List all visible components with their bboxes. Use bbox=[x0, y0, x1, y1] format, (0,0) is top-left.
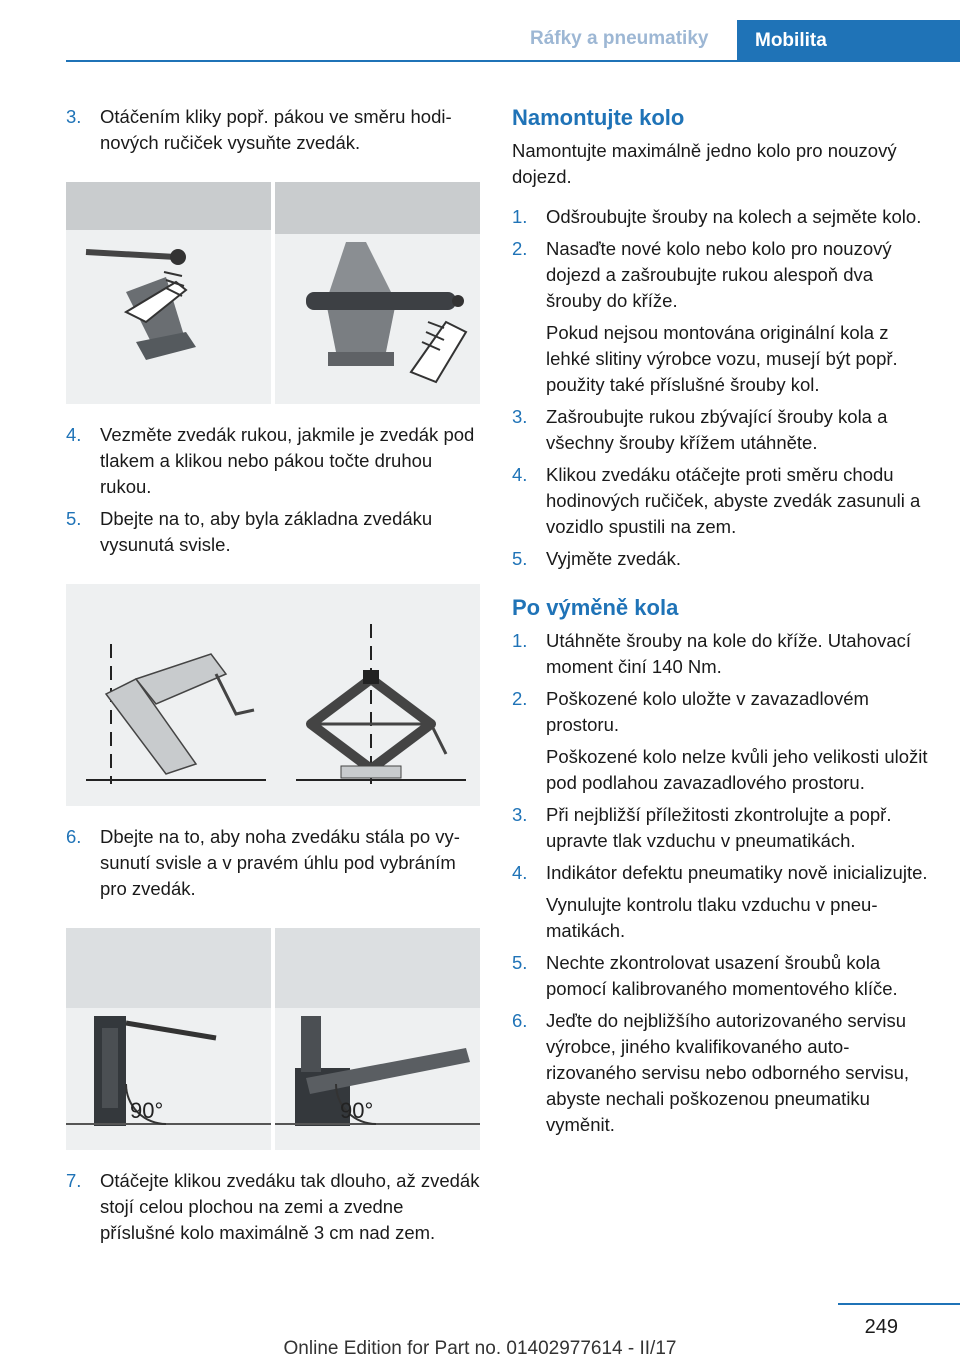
mount-step-3 bbox=[512, 404, 928, 456]
step-number: 5. bbox=[512, 952, 528, 973]
step-text: Utáhněte šrouby na kole do kříže. Utahovací moment činí 140 Nm. bbox=[546, 630, 912, 677]
after-change-heading: Po výměně kola bbox=[512, 595, 679, 620]
mount-wheel-heading: Namontujte kolo bbox=[512, 105, 685, 130]
step-number: 4. bbox=[66, 424, 82, 445]
header-rule bbox=[66, 60, 960, 62]
header-chapter-tab: Mobilita bbox=[737, 20, 960, 62]
jack-right-angle-illustration bbox=[66, 928, 480, 1150]
mount-step-2 bbox=[512, 236, 928, 314]
step-number: 3. bbox=[512, 406, 528, 427]
step-text: Zašroubujte rukou zbývající šrouby kola a všechny šrouby křížem utáhněte. bbox=[546, 406, 888, 453]
figure-jack-right-angle bbox=[66, 928, 480, 1150]
step-number: 5. bbox=[66, 508, 82, 529]
step-text: Nasaďte nové kolo nebo kolo pro nouzový dojezd a zašroubujte rukou alespoň dva šrouby do kříže. bbox=[546, 238, 892, 311]
page-header bbox=[0, 0, 960, 62]
jack-vertical-illustration bbox=[66, 584, 480, 806]
step-number: 3. bbox=[66, 106, 82, 127]
step-number: 3. bbox=[512, 804, 528, 825]
step-text: Vezměte zvedák rukou, jakmile je zvedák pod tlakem a klikou nebo pákou točte druhou rukou. bbox=[100, 424, 475, 497]
mount-step-2-note: Pokud nejsou montována originální kola z lehké slitiny výrobce vozu, musejí být popř. použity také příslušné šrouby kol. bbox=[546, 322, 898, 395]
step-number: 2. bbox=[512, 688, 528, 709]
angle-label-right: 90° bbox=[340, 1098, 374, 1123]
mount-wheel-intro: Namontujte maximálně jedno kolo pro nouzový dojezd. bbox=[512, 140, 897, 187]
step-number: 6. bbox=[512, 1010, 528, 1031]
step-number: 4. bbox=[512, 862, 528, 883]
step-number: 1. bbox=[512, 630, 528, 651]
footer-rule bbox=[838, 1303, 960, 1305]
step-text: Otáčením kliky popř. pákou ve směru hodinových ručiček vysuňte zvedák. bbox=[100, 106, 452, 153]
after-step-3 bbox=[512, 802, 928, 854]
after-step-4-note: Vynulujte kontrolu tlaku vzduchu v pneumatikách. bbox=[546, 894, 878, 941]
step-6 bbox=[66, 824, 480, 902]
mount-step-1 bbox=[512, 204, 928, 230]
after-step-5 bbox=[512, 950, 928, 1002]
step-text: Indikátor defektu pneumatiky nově inicializujte. bbox=[546, 862, 928, 883]
after-step-4 bbox=[512, 860, 928, 886]
jack-extend-illustration bbox=[66, 182, 480, 404]
step-3 bbox=[66, 104, 480, 156]
step-number: 6. bbox=[66, 826, 82, 847]
step-text: Klikou zvedáku otáčejte proti směru chodu hodinových ručiček, abyste zvedák zasunuli a vozidlo spustili na zem. bbox=[546, 464, 921, 537]
header-section-title: Ráfky a pneumatiky bbox=[530, 28, 709, 49]
step-text: Dbejte na to, aby noha zvedáku stála po vysunutí svisle a v pravém úhlu pod vybráním pro zvedák. bbox=[100, 826, 460, 899]
step-number: 2. bbox=[512, 238, 528, 259]
step-text: Vyjměte zvedák. bbox=[546, 548, 682, 569]
step-number: 1. bbox=[512, 206, 528, 227]
footer-edition-note: Online Edition for Part no. 01402977614 - II/17 bbox=[283, 1338, 677, 1359]
step-number: 7. bbox=[66, 1170, 82, 1191]
figure-jack-vertical bbox=[66, 584, 480, 806]
after-step-1 bbox=[512, 628, 928, 680]
right-column bbox=[512, 104, 928, 1144]
step-text: Dbejte na to, aby byla základna zvedáku vysunutá svisle. bbox=[100, 508, 433, 555]
left-column bbox=[66, 104, 480, 1252]
step-4 bbox=[66, 422, 480, 500]
step-text: Při nejbližší příležitosti zkontrolujte a popř. upravte tlak vzduchu v pneumatikách. bbox=[546, 804, 892, 851]
page-number: 249 bbox=[864, 1316, 898, 1338]
step-text: Jeďte do nejbližšího autorizovaného servisu výrobce, jiného kvalifikovaného autorizovaného servisu nebo odborného servisu, abyste nechali poškozenou pneumatiku vyměnit. bbox=[546, 1010, 910, 1135]
step-text: Nechte zkontrolovat usazení šroubů kola pomocí kalibrovaného momentového klíče. bbox=[546, 952, 898, 999]
figure-jack-extend bbox=[66, 182, 480, 404]
step-text: Odšroubujte šrouby na kolech a sejměte kolo. bbox=[546, 206, 922, 227]
step-number: 4. bbox=[512, 464, 528, 485]
step-text: Otáčejte klikou zvedáku tak dlouho, až zvedák stojí celou plochou na zemi a zvedne příslušné kolo maximálně 3 cm nad zem. bbox=[100, 1170, 480, 1243]
angle-label-left: 90° bbox=[130, 1098, 164, 1123]
step-number: 5. bbox=[512, 548, 528, 569]
step-text: Poškozené kolo uložte v zavazadlovém prostoru. bbox=[546, 688, 869, 735]
after-step-6 bbox=[512, 1008, 928, 1138]
after-step-2 bbox=[512, 686, 928, 738]
step-5 bbox=[66, 506, 480, 558]
after-step-2-note: Poškozené kolo nelze kvůli jeho velikosti uložit pod podlahou zavazadlového prostoru. bbox=[546, 746, 928, 793]
step-7 bbox=[66, 1168, 480, 1246]
mount-step-4 bbox=[512, 462, 928, 540]
mount-step-5 bbox=[512, 546, 928, 572]
